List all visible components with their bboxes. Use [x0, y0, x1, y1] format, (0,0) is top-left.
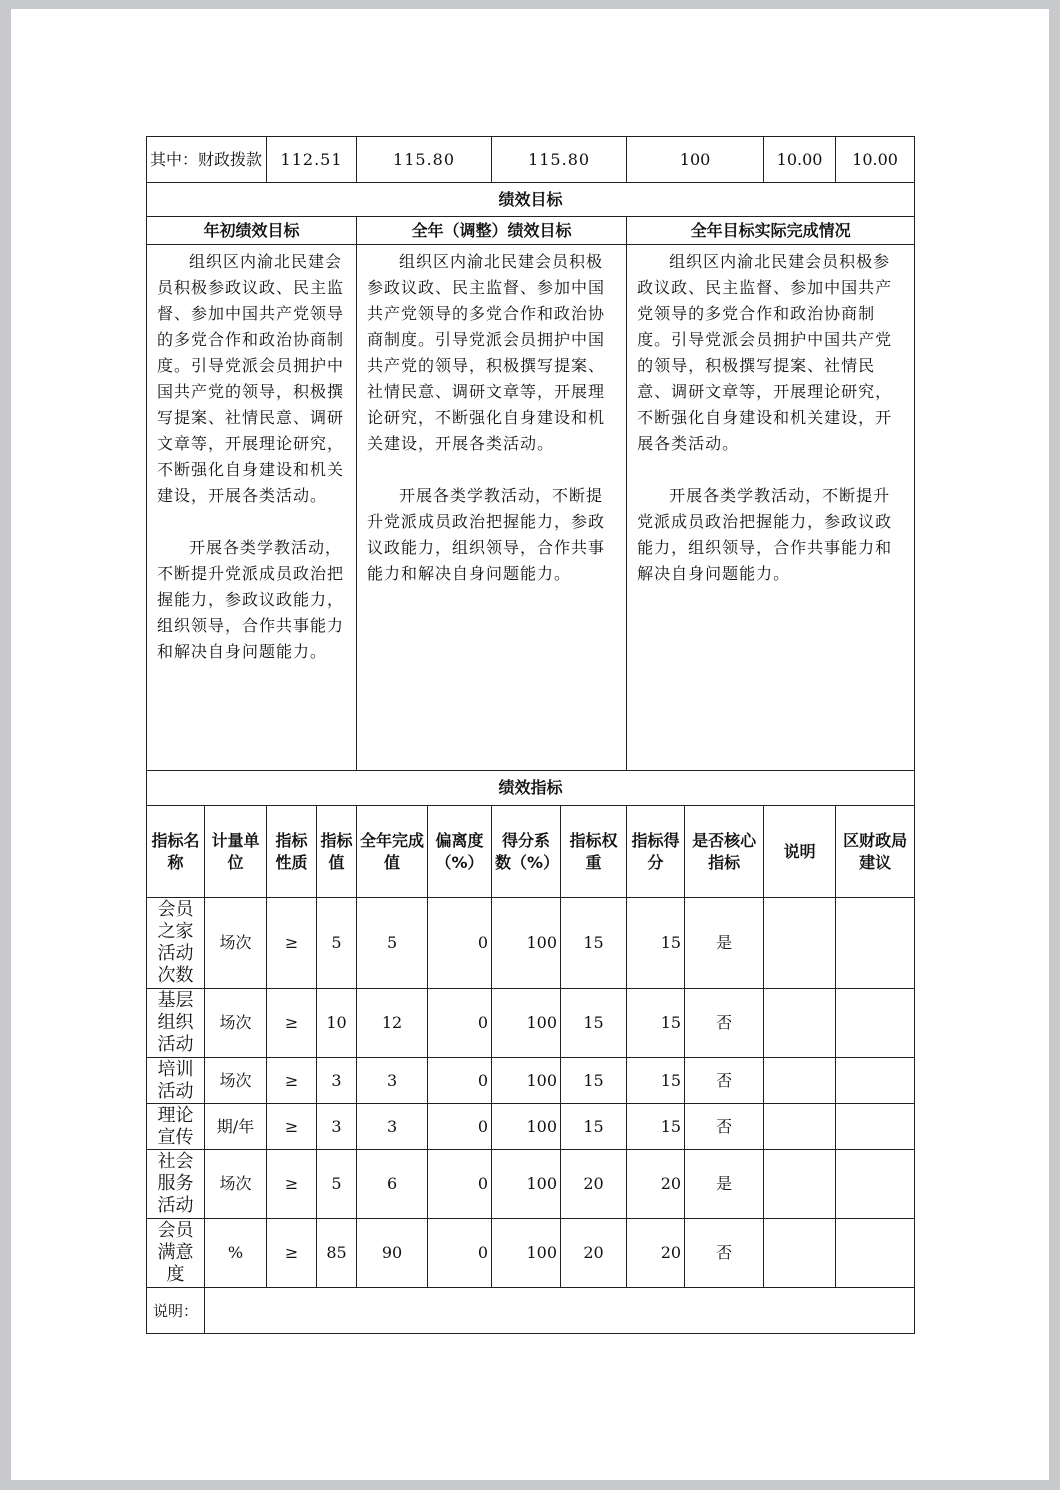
indicator-name: 会员满意度 — [147, 1219, 205, 1288]
note-value — [205, 1288, 915, 1334]
indicator-coefficient: 100 — [492, 1219, 561, 1288]
funding-row — [147, 137, 915, 183]
header-deviation: 偏离度（%） — [428, 806, 492, 898]
indicator-name: 培训活动 — [147, 1058, 205, 1104]
indicator-note — [764, 1219, 836, 1288]
indicator-name: 会员之家活动次数 — [147, 898, 205, 989]
indicator-deviation: 0 — [428, 1104, 492, 1150]
indicator-coefficient: 100 — [492, 898, 561, 989]
indicator-weight: 15 — [561, 898, 627, 989]
indicator-target: 5 — [317, 898, 357, 989]
indicator-nature: ≥ — [267, 1219, 317, 1288]
indicator-score: 15 — [627, 1104, 685, 1150]
table-row — [147, 1104, 915, 1150]
funding-value-3: 115.80 — [492, 137, 627, 183]
indicator-weight: 15 — [561, 989, 627, 1058]
indicator-coefficient: 100 — [492, 989, 561, 1058]
indicator-actual: 3 — [357, 1058, 428, 1104]
table-row — [147, 1219, 915, 1288]
indicator-core: 是 — [685, 1150, 764, 1219]
indicator-deviation: 0 — [428, 1150, 492, 1219]
indicator-name: 理论宣传 — [147, 1104, 205, 1150]
indicator-unit: 场次 — [205, 989, 267, 1058]
indicator-target: 10 — [317, 989, 357, 1058]
indicator-actual: 12 — [357, 989, 428, 1058]
indicator-core: 否 — [685, 989, 764, 1058]
header-finance-suggestion: 区财政局建议 — [836, 806, 915, 898]
indicator-deviation: 0 — [428, 1058, 492, 1104]
indicator-deviation: 0 — [428, 1219, 492, 1288]
indicator-coefficient: 100 — [492, 1150, 561, 1219]
indicator-coefficient: 100 — [492, 1104, 561, 1150]
indicator-nature: ≥ — [267, 989, 317, 1058]
indicator-score: 20 — [627, 1219, 685, 1288]
goals-initial-text — [147, 245, 357, 771]
header-unit: 计量单位 — [205, 806, 267, 898]
indicator-name: 社会服务活动 — [147, 1150, 205, 1219]
indicator-score: 20 — [627, 1150, 685, 1219]
table-row — [147, 898, 915, 989]
indicator-core: 否 — [685, 1219, 764, 1288]
note-row — [147, 1288, 915, 1334]
funding-value-1: 112.51 — [267, 137, 357, 183]
indicator-suggestion — [836, 1150, 915, 1219]
table-row — [147, 1150, 915, 1219]
goals-adjusted-text — [357, 245, 627, 771]
indicator-note — [764, 1058, 836, 1104]
indicator-suggestion — [836, 1058, 915, 1104]
goals-actual-paragraph-1: 组织区内渝北民建会员积极参政议政、民主监督、参加中国共产党领导的多党合作和政治协商制度。引导党派会员拥护中国共产党的领导，积极撰写提案、社情民意、调研文章等，开展理论研究，不断强化自身建设和机关建设，开展各类活动。 — [637, 252, 893, 453]
indicator-nature: ≥ — [267, 898, 317, 989]
funding-value-6: 10.00 — [836, 137, 915, 183]
header-score-coefficient: 得分系数（%） — [492, 806, 561, 898]
indicator-suggestion — [836, 989, 915, 1058]
header-actual-value: 全年完成值 — [357, 806, 428, 898]
indicator-unit: 期/年 — [205, 1104, 267, 1150]
performance-table — [146, 136, 915, 1334]
indicator-score: 15 — [627, 898, 685, 989]
funding-value-4: 100 — [627, 137, 764, 183]
indicator-target: 3 — [317, 1058, 357, 1104]
indicator-weight: 15 — [561, 1104, 627, 1150]
indicator-actual: 6 — [357, 1150, 428, 1219]
indicator-core: 否 — [685, 1058, 764, 1104]
indicator-unit: % — [205, 1219, 267, 1288]
header-core-indicator: 是否核心指标 — [685, 806, 764, 898]
goals-actual-paragraph-2: 开展各类学教活动，不断提升党派成员政治把握能力，参政议政能力，组织领导，合作共事能力和解决自身问题能力。 — [637, 486, 893, 583]
indicator-suggestion — [836, 898, 915, 989]
indicator-actual: 90 — [357, 1219, 428, 1288]
indicator-target: 3 — [317, 1104, 357, 1150]
indicators-section-title: 绩效指标 — [147, 771, 915, 806]
indicator-core: 是 — [685, 898, 764, 989]
indicator-deviation: 0 — [428, 989, 492, 1058]
header-indicator-name: 指标名称 — [147, 806, 205, 898]
indicator-nature: ≥ — [267, 1058, 317, 1104]
indicator-note — [764, 989, 836, 1058]
goals-header-initial: 年初绩效目标 — [147, 217, 357, 245]
funding-value-2: 115.80 — [357, 137, 492, 183]
note-label: 说明： — [147, 1288, 205, 1334]
goals-actual-text — [627, 245, 915, 771]
indicator-weight: 15 — [561, 1058, 627, 1104]
indicator-deviation: 0 — [428, 898, 492, 989]
indicator-note — [764, 898, 836, 989]
goals-adjusted-paragraph-2: 开展各类学教活动，不断提升党派成员政治把握能力，参政议政能力，组织领导，合作共事能力和解决自身问题能力。 — [367, 486, 606, 583]
indicator-target: 85 — [317, 1219, 357, 1288]
document-page — [11, 9, 1049, 1480]
indicator-actual: 3 — [357, 1104, 428, 1150]
table-row — [147, 989, 915, 1058]
indicator-coefficient: 100 — [492, 1058, 561, 1104]
goals-header-adjusted: 全年（调整）绩效目标 — [357, 217, 627, 245]
indicator-name: 基层组织活动 — [147, 989, 205, 1058]
indicator-actual: 5 — [357, 898, 428, 989]
indicator-unit: 场次 — [205, 1150, 267, 1219]
indicator-target: 5 — [317, 1150, 357, 1219]
indicator-core: 否 — [685, 1104, 764, 1150]
goals-initial-paragraph-1: 组织区内渝北民建会员积极参政议政、民主监督、参加中国共产党领导的多党合作和政治协商制度。引导党派会员拥护中国共产党的领导，积极撰写提案、社情民意、调研文章等，开展理论研究，不断强化自身建设和机关建设，开展各类活动。 — [157, 252, 345, 505]
header-score: 指标得分 — [627, 806, 685, 898]
indicator-nature: ≥ — [267, 1150, 317, 1219]
indicator-note — [764, 1104, 836, 1150]
goals-header-actual: 全年目标实际完成情况 — [627, 217, 915, 245]
table-row — [147, 1058, 915, 1104]
indicator-score: 15 — [627, 1058, 685, 1104]
goals-section-title: 绩效目标 — [147, 183, 915, 217]
indicators-header-row — [147, 806, 915, 898]
goals-initial-paragraph-2: 开展各类学教活动，不断提升党派成员政治把握能力，参政议政能力，组织领导，合作共事能力和解决自身问题能力。 — [157, 538, 345, 661]
indicator-nature: ≥ — [267, 1104, 317, 1150]
funding-value-5: 10.00 — [764, 137, 836, 183]
indicator-note — [764, 1150, 836, 1219]
header-weight: 指标权重 — [561, 806, 627, 898]
goals-adjusted-paragraph-1: 组织区内渝北民建会员积极参政议政、民主监督、参加中国共产党领导的多党合作和政治协商制度。引导党派会员拥护中国共产党的领导，积极撰写提案、社情民意、调研文章等，开展理论研究，不断强化自身建设和机关建设，开展各类活动。 — [367, 252, 606, 453]
indicator-unit: 场次 — [205, 1058, 267, 1104]
indicator-weight: 20 — [561, 1219, 627, 1288]
header-note: 说明 — [764, 806, 836, 898]
funding-label: 其中：财政拨款 — [147, 137, 267, 183]
indicator-suggestion — [836, 1219, 915, 1288]
indicator-weight: 20 — [561, 1150, 627, 1219]
header-target-value: 指标值 — [317, 806, 357, 898]
indicator-score: 15 — [627, 989, 685, 1058]
header-nature: 指标性质 — [267, 806, 317, 898]
indicator-unit: 场次 — [205, 898, 267, 989]
indicator-suggestion — [836, 1104, 915, 1150]
